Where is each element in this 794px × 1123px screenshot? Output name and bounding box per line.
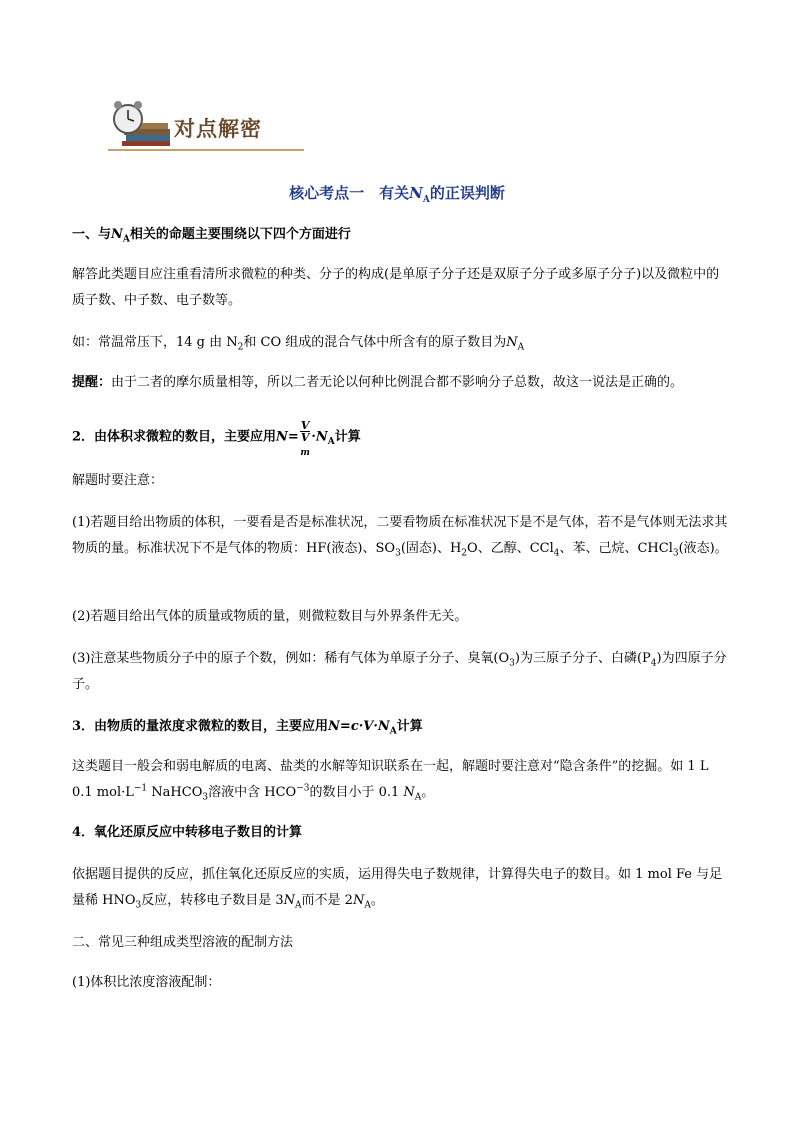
section-heading-5: 二、常见三种组成类型溶液的配制方法 xyxy=(72,935,294,950)
page-title: 核心考点一 有关$N_A$的正误判断 xyxy=(289,184,505,205)
paragraph-3: 这类题目一般会和弱电解质的电离、盐类的水解等知识联系在一起，解题时要注意对“隐含条件”的挖掘。如 1 L 0.1 $mol\cdot L^{-1}$ NaHCO$_3$溶液中含 $HCO^{-3}$的数目小于 0.1 $N_A$。 xyxy=(72,759,709,803)
section-heading-4: 4．氧化还原反应中转移电子数目的计算 xyxy=(72,825,303,840)
banner-underline xyxy=(108,149,304,151)
note-item-2: (2)若题目给出气体的质量或物质的量，则微粒数目与外界条件无关。 xyxy=(72,609,468,624)
banner-title: 对点解密 xyxy=(174,117,262,141)
section-banner xyxy=(108,97,304,155)
section-heading-3: 3．由物质的量浓度求微粒的数目，主要应用$N=c\cdot V\cdot N_A$计算 xyxy=(72,719,423,737)
note-label: 解题时要注意： xyxy=(72,473,164,488)
section-heading-2: 2．由体积求微粒的数目，主要应用N= V V $_m$ $\cdot N_A$计算 xyxy=(72,419,361,459)
tip-paragraph: 提醒：由于二者的摩尔质量相等，所以二者无论以何种比例混合都不影响分子总数，故这一说法是正确的。 xyxy=(72,375,684,390)
note-item-1: (1)若题目给出物质的体积，一要看是否是标准状况，二要看物质在标准状况下是不是气体，若不是气体则无法求其物质的量。标准状况下不是气体的物质：HF(液态)、$SO_3$(固态)、$H_2O$、乙醇、CCl$_4$、苯、己烷、CHCl$_3$(液态)。 xyxy=(72,515,728,559)
note-item-3: (3)注意某些物质分子中的原子个数，例如：稀有气体为单原子分子、臭氧$(O_3)$为三原子分子、白磷$(P_4)$为四原子分子。 xyxy=(72,651,727,692)
section-heading-1: 一、与$N_A$相关的命题主要围绕以下四个方面进行 xyxy=(72,227,351,245)
paragraph-1: 解答此类题目应注重看清所求微粒的种类、分子的构成(是单原子分子还是双原子分子或多原子分子)以及微粒中的质子数、中子数、电子数等。 xyxy=(72,267,720,308)
example-1: 如：常温常压下，14 g 由 $N_2$和 CO 组成的混合气体中所含有的原子数目为$N_A$ xyxy=(72,335,525,353)
alarm-clock-books-icon xyxy=(110,99,172,147)
subsection-1: (1)体积比浓度溶液配制： xyxy=(72,975,221,990)
paragraph-4: 依据题目提供的反应，抓住氧化还原反应的实质，运用得失电子数规律，计算得失电子的数目。如 1 mol Fe 与足量稀 $HNO_3$反应，转移电子数目是 $3N_A$而不是 $2N_A$。 xyxy=(72,867,723,911)
